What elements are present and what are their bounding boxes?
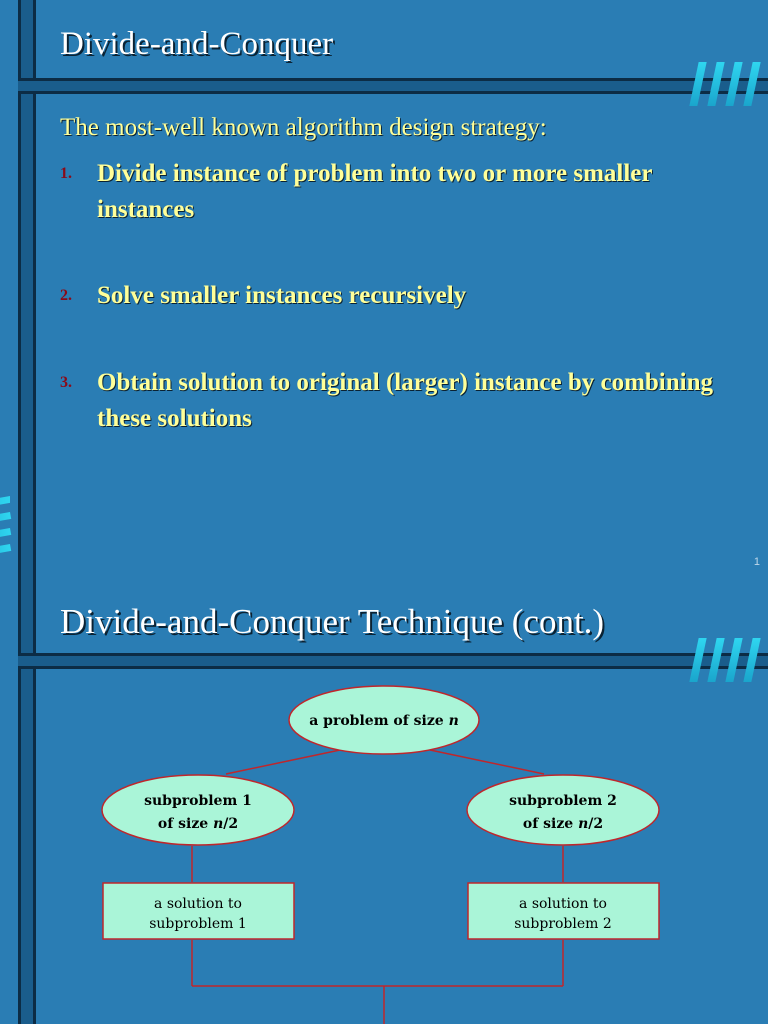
intro-text: The most-well known algorithm design strategy: bbox=[60, 114, 547, 141]
list-text-2: Solve smaller instances recursively bbox=[97, 282, 467, 309]
node-problem bbox=[289, 686, 479, 754]
node-solution-1-line2: subproblem 1 bbox=[149, 916, 247, 932]
list-number-1: 1. bbox=[60, 165, 72, 182]
node-subproblem-2 bbox=[467, 775, 659, 845]
node-solution-2-line2: subproblem 2 bbox=[514, 916, 612, 932]
node-subproblem-1 bbox=[102, 775, 294, 845]
list-item-3 bbox=[60, 365, 740, 437]
slide-1-title: Divide-and-Conquer bbox=[60, 26, 334, 62]
divide-conquer-diagram bbox=[0, 578, 768, 1024]
list-text-1: Divide instance of problem into two or more smaller instances bbox=[97, 160, 653, 223]
node-solution-2-line1: a solution to bbox=[519, 896, 607, 912]
slide-2-title: Divide-and-Conquer Technique (cont.) bbox=[60, 602, 605, 641]
slide-number: 1 bbox=[753, 556, 760, 568]
node-subproblem-1-line1: subproblem 1 bbox=[144, 793, 252, 809]
stripe-logo-icon-side bbox=[4, 496, 52, 566]
list-text-3: Obtain solution to original (larger) instance by combining these solutions bbox=[97, 369, 714, 432]
stripe-logo-icon bbox=[690, 62, 760, 106]
list-item-2 bbox=[60, 278, 740, 314]
list-item-1 bbox=[60, 156, 740, 228]
edge-root-sub1 bbox=[226, 750, 340, 774]
list-number-3: 3. bbox=[60, 374, 72, 391]
node-subproblem-2-line1: subproblem 2 bbox=[509, 793, 617, 809]
node-solution-2 bbox=[468, 883, 659, 939]
node-solution-1 bbox=[103, 883, 294, 939]
title-underline-bar bbox=[18, 78, 768, 94]
node-solution-1-line1: a solution to bbox=[154, 896, 242, 912]
node-subproblem-2-line2: of size n/2 bbox=[522, 816, 604, 832]
edge-root-sub2 bbox=[430, 750, 544, 774]
list-number-2: 2. bbox=[60, 287, 72, 304]
slide-2 bbox=[0, 578, 768, 1024]
node-subproblem-1-line2: of size n/2 bbox=[157, 816, 239, 832]
node-problem-label: a problem of size n bbox=[309, 713, 459, 729]
